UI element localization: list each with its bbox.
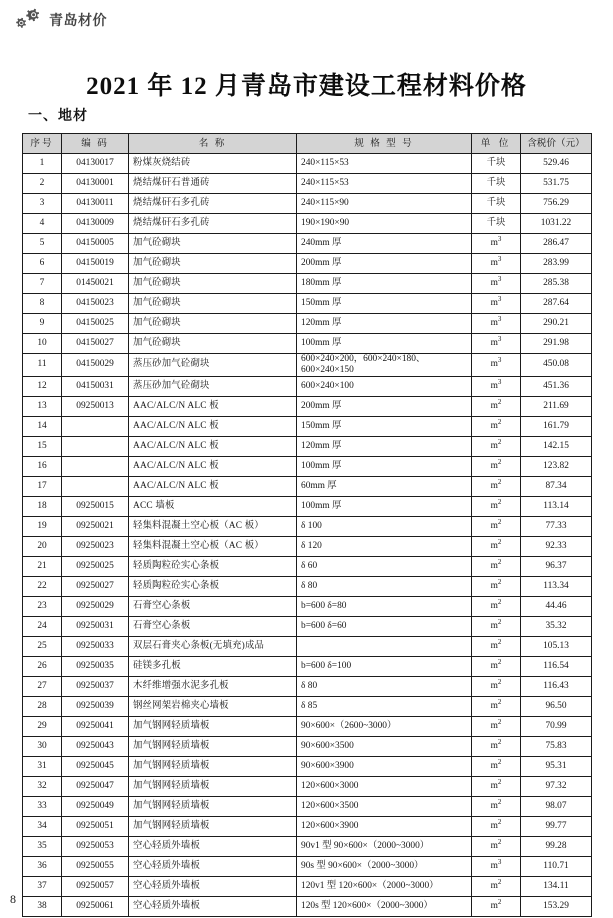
cell-no: 34	[23, 816, 62, 836]
cell-price: 211.69	[521, 396, 592, 416]
cell-no: 22	[23, 576, 62, 596]
table-row	[23, 516, 592, 536]
cell-no: 27	[23, 676, 62, 696]
table-row	[23, 496, 592, 516]
cell-name: 加气钢网轻质墙板	[129, 816, 297, 836]
cell-code: 04150027	[62, 334, 129, 354]
cell-code: 09250029	[62, 596, 129, 616]
cell-spec: 180mm 厚	[297, 274, 472, 294]
cell-name: 加气砼砌块	[129, 234, 297, 254]
table-row	[23, 596, 592, 616]
cell-name: 烧结煤矸石多孔砖	[129, 214, 297, 234]
cell-name: AAC/ALC/N ALC 板	[129, 396, 297, 416]
cell-name: 加气钢网轻质墙板	[129, 776, 297, 796]
cell-no: 29	[23, 716, 62, 736]
cell-spec: 100mm 厚	[297, 496, 472, 516]
cell-price: 116.54	[521, 656, 592, 676]
cell-unit: $m^3$	[472, 234, 521, 254]
cell-code	[62, 416, 129, 436]
table-row	[23, 676, 592, 696]
cell-price: 35.32	[521, 616, 592, 636]
cell-no: 20	[23, 536, 62, 556]
cell-name: 硅镁多孔板	[129, 656, 297, 676]
table-row	[23, 396, 592, 416]
cell-name: AAC/ALC/N ALC 板	[129, 476, 297, 496]
cell-code: 09250043	[62, 736, 129, 756]
cell-unit: $m^2$	[472, 896, 521, 916]
cell-unit: $m^2$	[472, 796, 521, 816]
cell-name: 木纤维增强水泥多孔板	[129, 676, 297, 696]
cell-no: 10	[23, 334, 62, 354]
cell-unit: $m^3$	[472, 274, 521, 294]
cell-no: 17	[23, 476, 62, 496]
cell-spec: δ 120	[297, 536, 472, 556]
cell-code: 04130001	[62, 174, 129, 194]
cell-spec: b=600 δ=80	[297, 596, 472, 616]
table-row	[23, 536, 592, 556]
table-body	[23, 154, 592, 917]
cell-spec: 120×600×3500	[297, 796, 472, 816]
table-row	[23, 836, 592, 856]
table-row	[23, 876, 592, 896]
table-row	[23, 456, 592, 476]
cell-spec: 120s 型 120×600×（2000~3000）	[297, 896, 472, 916]
cell-price: 161.79	[521, 416, 592, 436]
cell-no: 25	[23, 636, 62, 656]
cell-price: 283.99	[521, 254, 592, 274]
cell-no: 13	[23, 396, 62, 416]
cell-spec: 150mm 厚	[297, 294, 472, 314]
cell-name: 粉煤灰烧结砖	[129, 154, 297, 174]
cell-code: 09250021	[62, 516, 129, 536]
table-row	[23, 476, 592, 496]
cell-unit: 千块	[472, 154, 521, 174]
cell-name: 空心轻质外墙板	[129, 896, 297, 916]
cell-name: 空心轻质外墙板	[129, 836, 297, 856]
cell-name: 烧结煤矸石多孔砖	[129, 194, 297, 214]
table-row	[23, 776, 592, 796]
gears-icon	[14, 8, 44, 34]
cell-price: 286.47	[521, 234, 592, 254]
cell-unit: $m^2$	[472, 756, 521, 776]
cell-price: 98.07	[521, 796, 592, 816]
table-row	[23, 376, 592, 396]
cell-price: 116.43	[521, 676, 592, 696]
cell-code: 09250051	[62, 816, 129, 836]
table-row	[23, 354, 592, 377]
cell-name: AAC/ALC/N ALC 板	[129, 456, 297, 476]
cell-price: 531.75	[521, 174, 592, 194]
cell-no: 33	[23, 796, 62, 816]
cell-unit: 千块	[472, 194, 521, 214]
cell-name: 轻集料混凝土空心板（AC 板）	[129, 516, 297, 536]
cell-unit: $m^2$	[472, 656, 521, 676]
brand-name: 青岛材价	[49, 12, 107, 29]
cell-spec: 190×190×90	[297, 214, 472, 234]
cell-price: 290.21	[521, 314, 592, 334]
table-row	[23, 254, 592, 274]
cell-no: 2	[23, 174, 62, 194]
table-row	[23, 696, 592, 716]
section-heading: 一、地材	[28, 109, 88, 124]
cell-price: 450.08	[521, 354, 592, 377]
cell-name: ACC 墙板	[129, 496, 297, 516]
cell-no: 24	[23, 616, 62, 636]
column-header-price: 含税价（元）	[521, 134, 592, 154]
table-row	[23, 576, 592, 596]
cell-price: 110.71	[521, 856, 592, 876]
cell-name: 加气钢网轻质墙板	[129, 736, 297, 756]
table-row	[23, 174, 592, 194]
table-row	[23, 334, 592, 354]
cell-spec: δ 80	[297, 576, 472, 596]
cell-code: 09250057	[62, 876, 129, 896]
table-row	[23, 736, 592, 756]
cell-price: 99.28	[521, 836, 592, 856]
cell-no: 14	[23, 416, 62, 436]
cell-unit: $m^2$	[472, 836, 521, 856]
cell-name: 空心轻质外墙板	[129, 856, 297, 876]
cell-name: 烧结煤矸石普通砖	[129, 174, 297, 194]
table-row	[23, 616, 592, 636]
cell-spec: 240×115×53	[297, 154, 472, 174]
cell-spec: 90×600×3900	[297, 756, 472, 776]
table-row	[23, 416, 592, 436]
cell-no: 7	[23, 274, 62, 294]
cell-unit: $m^3$	[472, 354, 521, 377]
cell-code: 09250027	[62, 576, 129, 596]
cell-price: 285.38	[521, 274, 592, 294]
page-title: 2021 年 12 月青岛市建设工程材料价格	[86, 73, 527, 100]
table-row	[23, 656, 592, 676]
cell-spec: δ 80	[297, 676, 472, 696]
cell-code: 04150023	[62, 294, 129, 314]
cell-price: 756.29	[521, 194, 592, 214]
cell-price: 77.33	[521, 516, 592, 536]
cell-no: 16	[23, 456, 62, 476]
cell-price: 113.34	[521, 576, 592, 596]
cell-unit: $m^2$	[472, 876, 521, 896]
cell-spec: 240×115×90	[297, 194, 472, 214]
cell-code	[62, 476, 129, 496]
column-header-no: 序号	[23, 134, 62, 154]
column-header-name: 名 称	[129, 134, 297, 154]
cell-spec: 240×115×53	[297, 174, 472, 194]
cell-name: 轻质陶粒砼实心条板	[129, 576, 297, 596]
cell-no: 36	[23, 856, 62, 876]
cell-no: 12	[23, 376, 62, 396]
cell-unit: $m^2$	[472, 436, 521, 456]
cell-unit: $m^2$	[472, 716, 521, 736]
cell-no: 4	[23, 214, 62, 234]
cell-code: 04150025	[62, 314, 129, 334]
cell-no: 21	[23, 556, 62, 576]
cell-code: 09250013	[62, 396, 129, 416]
cell-spec: 200mm 厚	[297, 254, 472, 274]
cell-no: 3	[23, 194, 62, 214]
page-number: 8	[10, 892, 16, 906]
table-row	[23, 896, 592, 916]
table-row	[23, 214, 592, 234]
price-table-container	[22, 133, 591, 917]
cell-code: 04150031	[62, 376, 129, 396]
cell-code: 09250039	[62, 696, 129, 716]
table-row	[23, 234, 592, 254]
cell-unit: $m^3$	[472, 334, 521, 354]
cell-code: 09250047	[62, 776, 129, 796]
cell-no: 19	[23, 516, 62, 536]
cell-code: 09250035	[62, 656, 129, 676]
cell-spec: 120×600×3000	[297, 776, 472, 796]
table-row	[23, 154, 592, 174]
cell-spec: 600×240×100	[297, 376, 472, 396]
cell-unit: $m^2$	[472, 596, 521, 616]
cell-price: 97.32	[521, 776, 592, 796]
cell-code: 04150005	[62, 234, 129, 254]
cell-spec: 60mm 厚	[297, 476, 472, 496]
cell-spec: 90×600×3500	[297, 736, 472, 756]
cell-no: 18	[23, 496, 62, 516]
cell-unit: $m^3$	[472, 376, 521, 396]
cell-unit: $m^2$	[472, 616, 521, 636]
cell-unit: $m^2$	[472, 776, 521, 796]
cell-spec: 120v1 型 120×600×（2000~3000）	[297, 876, 472, 896]
cell-no: 9	[23, 314, 62, 334]
cell-code: 04130011	[62, 194, 129, 214]
table-row	[23, 636, 592, 656]
cell-name: 加气砼砌块	[129, 334, 297, 354]
cell-name: 加气钢网轻质墙板	[129, 796, 297, 816]
cell-spec: δ 60	[297, 556, 472, 576]
cell-no: 28	[23, 696, 62, 716]
cell-price: 113.14	[521, 496, 592, 516]
cell-price: 95.31	[521, 756, 592, 776]
cell-spec: 150mm 厚	[297, 416, 472, 436]
cell-unit: $m^3$	[472, 314, 521, 334]
cell-code: 09250041	[62, 716, 129, 736]
cell-name: 石膏空心条板	[129, 616, 297, 636]
cell-price: 529.46	[521, 154, 592, 174]
cell-unit: $m^2$	[472, 496, 521, 516]
cell-unit: $m^2$	[472, 536, 521, 556]
table-row	[23, 436, 592, 456]
cell-no: 23	[23, 596, 62, 616]
cell-name: 加气砼砌块	[129, 254, 297, 274]
cell-name: 蒸压砂加气砼砌块	[129, 354, 297, 377]
cell-no: 11	[23, 354, 62, 377]
cell-code: 01450021	[62, 274, 129, 294]
table-row	[23, 274, 592, 294]
cell-unit: $m^2$	[472, 696, 521, 716]
cell-spec: 600×240×200，600×240×180、600×240×150	[297, 354, 472, 377]
cell-unit: $m^2$	[472, 576, 521, 596]
cell-code: 09250023	[62, 536, 129, 556]
cell-price: 287.64	[521, 294, 592, 314]
cell-spec: 120mm 厚	[297, 436, 472, 456]
cell-no: 38	[23, 896, 62, 916]
cell-no: 6	[23, 254, 62, 274]
cell-no: 8	[23, 294, 62, 314]
cell-unit: 千块	[472, 174, 521, 194]
cell-name: 加气钢网轻质墙板	[129, 716, 297, 736]
cell-name: 钢丝网架岩棉夹心墙板	[129, 696, 297, 716]
table-header-row	[23, 134, 592, 154]
cell-unit: $m^3$	[472, 294, 521, 314]
cell-price: 92.33	[521, 536, 592, 556]
cell-code: 09250061	[62, 896, 129, 916]
cell-price: 75.83	[521, 736, 592, 756]
cell-name: 蒸压砂加气砼砌块	[129, 376, 297, 396]
cell-spec: 240mm 厚	[297, 234, 472, 254]
cell-unit: $m^2$	[472, 516, 521, 536]
cell-spec: b=600 δ=100	[297, 656, 472, 676]
cell-price: 291.98	[521, 334, 592, 354]
table-row	[23, 796, 592, 816]
cell-price: 44.46	[521, 596, 592, 616]
cell-price: 153.29	[521, 896, 592, 916]
cell-spec: 90×600×（2600~3000）	[297, 716, 472, 736]
cell-spec: 120×600×3900	[297, 816, 472, 836]
table-row	[23, 314, 592, 334]
column-header-code: 编 码	[62, 134, 129, 154]
cell-name: 轻集料混凝土空心板（AC 板）	[129, 536, 297, 556]
table-row	[23, 716, 592, 736]
column-header-unit: 单 位	[472, 134, 521, 154]
cell-code: 09250033	[62, 636, 129, 656]
cell-code: 09250015	[62, 496, 129, 516]
cell-spec: 120mm 厚	[297, 314, 472, 334]
cell-name: 加气砼砌块	[129, 274, 297, 294]
cell-no: 32	[23, 776, 62, 796]
cell-price: 96.50	[521, 696, 592, 716]
cell-spec: δ 100	[297, 516, 472, 536]
cell-no: 1	[23, 154, 62, 174]
cell-price: 105.13	[521, 636, 592, 656]
cell-spec: 90v1 型 90×600×（2000~3000）	[297, 836, 472, 856]
cell-no: 35	[23, 836, 62, 856]
cell-unit: $m^2$	[472, 816, 521, 836]
cell-unit: $m^2$	[472, 676, 521, 696]
cell-price: 96.37	[521, 556, 592, 576]
cell-unit: $m^2$	[472, 636, 521, 656]
cell-price: 1031.22	[521, 214, 592, 234]
cell-name: 轻质陶粒砼实心条板	[129, 556, 297, 576]
cell-unit: $m^2$	[472, 396, 521, 416]
cell-name: 加气钢网轻质墙板	[129, 756, 297, 776]
cell-name: 石膏空心条板	[129, 596, 297, 616]
cell-code: 09250037	[62, 676, 129, 696]
cell-no: 26	[23, 656, 62, 676]
cell-price: 142.15	[521, 436, 592, 456]
cell-price: 134.11	[521, 876, 592, 896]
cell-code: 04130009	[62, 214, 129, 234]
cell-price: 87.34	[521, 476, 592, 496]
material-price-table	[22, 133, 592, 917]
cell-name: 双层石膏夹心条板(无填充)成品	[129, 636, 297, 656]
cell-code: 04150019	[62, 254, 129, 274]
cell-code: 09250045	[62, 756, 129, 776]
cell-unit: $m^2$	[472, 736, 521, 756]
table-row	[23, 556, 592, 576]
table-row	[23, 194, 592, 214]
cell-spec: 200mm 厚	[297, 396, 472, 416]
cell-unit: $m^2$	[472, 556, 521, 576]
cell-code	[62, 436, 129, 456]
cell-code: 09250049	[62, 796, 129, 816]
cell-price: 99.77	[521, 816, 592, 836]
cell-unit: $m^3$	[472, 856, 521, 876]
cell-no: 37	[23, 876, 62, 896]
cell-name: 空心轻质外墙板	[129, 876, 297, 896]
cell-no: 5	[23, 234, 62, 254]
brand-watermark	[14, 8, 107, 34]
cell-price: 123.82	[521, 456, 592, 476]
cell-code: 04150029	[62, 354, 129, 377]
cell-code: 09250031	[62, 616, 129, 636]
table-row	[23, 294, 592, 314]
cell-spec: 100mm 厚	[297, 456, 472, 476]
cell-unit: $m^3$	[472, 254, 521, 274]
cell-price: 70.99	[521, 716, 592, 736]
cell-no: 30	[23, 736, 62, 756]
cell-name: AAC/ALC/N ALC 板	[129, 436, 297, 456]
cell-code: 09250053	[62, 836, 129, 856]
cell-code: 04130017	[62, 154, 129, 174]
cell-code: 09250025	[62, 556, 129, 576]
cell-unit: $m^2$	[472, 456, 521, 476]
cell-code: 09250055	[62, 856, 129, 876]
cell-no: 15	[23, 436, 62, 456]
cell-no: 31	[23, 756, 62, 776]
cell-spec: 100mm 厚	[297, 334, 472, 354]
cell-spec: δ 85	[297, 696, 472, 716]
cell-unit: 千块	[472, 214, 521, 234]
cell-spec: b=600 δ=60	[297, 616, 472, 636]
cell-spec: 90s 型 90×600×（2000~3000）	[297, 856, 472, 876]
cell-name: 加气砼砌块	[129, 314, 297, 334]
cell-price: 451.36	[521, 376, 592, 396]
cell-unit: $m^2$	[472, 416, 521, 436]
cell-name: 加气砼砌块	[129, 294, 297, 314]
cell-unit: $m^2$	[472, 476, 521, 496]
cell-code	[62, 456, 129, 476]
cell-name: AAC/ALC/N ALC 板	[129, 416, 297, 436]
table-row	[23, 816, 592, 836]
column-header-spec: 规 格 型 号	[297, 134, 472, 154]
table-row	[23, 856, 592, 876]
cell-spec	[297, 636, 472, 656]
table-row	[23, 756, 592, 776]
